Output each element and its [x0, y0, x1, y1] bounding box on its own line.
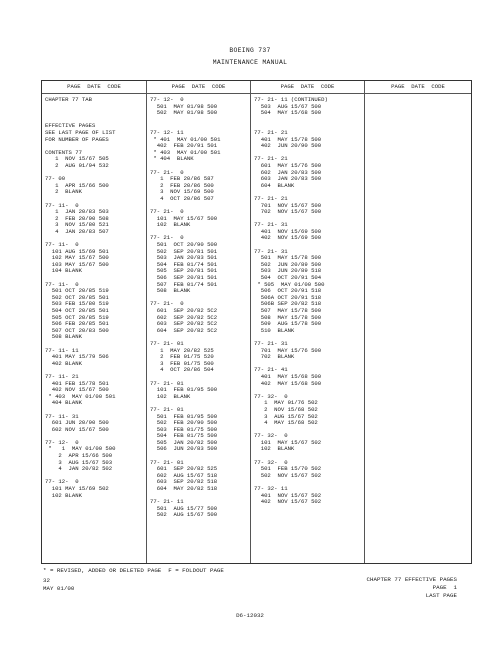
entry-line: 602 SEP 20/82 5C2 [150, 314, 218, 321]
entry-line: 77- 21- 21 [254, 156, 288, 163]
entry-line: 104 BLANK [45, 268, 82, 275]
entry-line: 506A OCT 20/91 518 [254, 294, 322, 301]
spacer-line [254, 189, 364, 196]
spacer-line [254, 361, 364, 368]
entry-line: 4 JAN 20/82 502 [45, 466, 113, 473]
entry-line: 77- 21- 41 [254, 367, 288, 374]
entry-line: 502 JUN 20/89 500 [254, 261, 322, 268]
spacer-line [45, 341, 146, 348]
entry-line: 4 JAN 20/83 507 [45, 228, 109, 235]
spacer-line [45, 473, 146, 480]
entry-line: 2 FEB 20/86 500 [150, 182, 214, 189]
entry-line: CHAPTER 77 TAB [45, 97, 92, 103]
entry-line: 102 BLANK [150, 222, 191, 229]
entry-line: 701 NOV 15/67 500 [254, 202, 322, 209]
entry-line: 504 MAY 15/68 500 [254, 110, 322, 117]
entry-line: 1 MAY 20/82 525 [150, 347, 214, 354]
entry-line: 3 NOV 15/80 521 [45, 222, 109, 229]
entry-line: 77- 11- 0 [45, 202, 79, 209]
entry-line: 77- 00 [45, 176, 66, 183]
entry-line: 501 OCT 20/90 500 [150, 242, 218, 249]
entry-line: 77- 12- 0 [45, 479, 79, 486]
entry-line: 2 APR 15/66 500 [45, 453, 113, 460]
entry-line: 1 JAN 20/83 503 [45, 209, 109, 216]
entry-line: 77- 21- 31 [254, 248, 288, 255]
entry-line: 77- 21- 01 [150, 340, 184, 347]
entry-line: 702 BLANK [254, 354, 295, 361]
column-entries [251, 94, 364, 506]
entry-line: * 403 MAY 01/00 501 [45, 393, 116, 400]
entry-line: 601 JUN 20/90 500 [45, 420, 109, 427]
entry-line: 2 AUG 01/94 532 [45, 162, 109, 169]
entry-line: * 1 MAY 01/00 500 [45, 446, 116, 453]
entry-line: 77- 21- 31 [254, 222, 288, 229]
table-column-2 [146, 81, 250, 563]
entry-line: 507 MAY 15/78 500 [254, 308, 322, 314]
entry-line: 401 FEB 15/78 501 [45, 380, 109, 387]
revision-date: MAY 01/00 [43, 585, 75, 592]
entry-line: 401 NOV 15/69 500 [254, 228, 322, 235]
entry-line: 502 MAY 01/98 500 [150, 110, 218, 117]
entry-line: 77- 21- 01 [150, 459, 184, 466]
entry-line: 77- 11- 0 [45, 242, 79, 249]
entry-line: 77- 32- 0 [254, 393, 288, 400]
spacer-line [254, 150, 364, 157]
entry-line: 102 BLANK [45, 492, 82, 499]
entry-line: 401 MAY 15/68 500 [254, 373, 322, 380]
entry-line: 77- 12- 0 [150, 97, 184, 103]
spacer-line [45, 275, 146, 282]
entry-line: 77- 21- 0 [150, 169, 184, 176]
spacer-line [45, 143, 146, 150]
entry-line: 601 SEP 20/82 5C2 [150, 308, 218, 314]
spacer-line [150, 229, 250, 236]
spacer-line [45, 196, 146, 203]
entry-line: 77- 21- 0 [150, 301, 184, 308]
entry-line: 702 NOV 15/67 500 [254, 209, 322, 216]
spacer-line [150, 203, 250, 210]
entry-line: 507 FEB 01/74 501 [150, 281, 218, 288]
entry-line: 505 SEP 20/81 501 [150, 268, 218, 275]
entry-line: 501 MAY 15/78 500 [254, 255, 322, 262]
entry-line: 77- 11- 11 [45, 347, 79, 354]
spacer-line [45, 117, 146, 124]
entry-line: 501 OCT 20/85 519 [45, 288, 109, 295]
entry-line: 77- 11- 31 [45, 413, 79, 420]
entry-line: 101 AUG 15/69 501 [45, 248, 109, 255]
column-header: PAGE DATE CODE [251, 81, 364, 94]
entry-line: 101 MAY 15/67 502 [254, 439, 322, 446]
entry-line: 501 AUG 15/77 500 [150, 505, 218, 512]
entry-line: 502 SEP 20/81 501 [150, 248, 218, 255]
spacer-line [45, 407, 146, 414]
entry-line: 503 JUN 20/89 518 [254, 268, 322, 275]
entry-line: 401 MAY 15/79 506 [45, 354, 109, 361]
entry-line: 503 AUG 15/67 500 [254, 103, 322, 110]
revision-legend: * = REVISED, ADDED OR DELETED PAGE F = FOLDOUT PAGE [43, 567, 224, 574]
entry-line: 501 FEB 15/70 502 [254, 466, 322, 473]
entry-line: 103 MAY 15/67 500 [45, 261, 109, 268]
entry-line: 401 MAY 15/78 500 [254, 136, 322, 143]
spacer-line [254, 216, 364, 223]
spacer-line [45, 170, 146, 177]
entry-line: 604 MAY 20/82 518 [150, 486, 218, 493]
entry-line: 503 FEB 01/75 500 [150, 426, 218, 433]
entry-line: 102 MAY 15/67 500 [45, 255, 109, 262]
entry-line: 77- 11- 0 [45, 281, 79, 288]
column-entries [147, 94, 250, 519]
entry-line: 701 MAY 15/76 500 [254, 347, 322, 354]
entry-line: 77- 12- 0 [45, 439, 79, 446]
entry-line: 501 MAY 01/98 500 [150, 103, 218, 110]
entry-line: 508 BLANK [45, 334, 82, 341]
entry-line: 507 OCT 20/83 500 [45, 327, 109, 334]
entry-line: 509 AUG 15/78 500 [254, 321, 322, 328]
entry-line: 77- 21- 01 [150, 380, 184, 387]
entry-line: 602 AUG 15/67 518 [150, 472, 218, 479]
entry-line: FOR NUMBER OF PAGES [45, 136, 109, 143]
entry-line: 3 AUG 15/67 502 [254, 413, 318, 420]
entry-line: 402 BLANK [45, 360, 82, 367]
entry-line: 402 MAY 15/68 500 [254, 380, 322, 387]
entry-line: 602 NOV 15/67 500 [45, 426, 109, 433]
entry-line: * 505 MAY 01/00 500 [254, 281, 325, 288]
document-number: D6-12032 [236, 612, 264, 619]
entry-line: * 401 MAY 01/00 501 [150, 136, 221, 143]
entry-line: 601 MAY 15/76 500 [254, 162, 322, 169]
entry-line: 1 NOV 15/67 505 [45, 156, 109, 163]
entry-line: 4 OCT 20/86 504 [150, 367, 214, 374]
document-title: BOEING 737 [229, 47, 271, 54]
spacer-line [254, 387, 364, 394]
spacer-line [150, 453, 250, 460]
page-label: PAGE 1 [432, 584, 457, 591]
entry-line: 1 FEB 20/86 587 [150, 176, 214, 183]
entry-line: 402 JUN 20/90 500 [254, 143, 322, 150]
entry-line: 506 FEB 20/85 501 [45, 321, 109, 328]
entry-line: 506B SEP 20/82 518 [254, 301, 322, 308]
table-column-1 [42, 81, 146, 563]
entry-line: 3 NOV 15/69 500 [150, 189, 214, 196]
document-subtitle: MAINTENANCE MANUAL [212, 59, 288, 66]
entry-line: 3 AUG 15/67 503 [45, 459, 113, 466]
entry-line: 401 NOV 15/67 502 [254, 492, 322, 499]
spacer-line [45, 433, 146, 440]
entry-line: 505 OCT 20/85 519 [45, 314, 109, 321]
entry-line: 602 JAN 20/83 500 [254, 169, 322, 176]
entry-line: * 403 MAY 01/00 501 [150, 149, 221, 156]
spacer-line [150, 334, 250, 341]
entry-line: 508 MAY 15/78 500 [254, 314, 322, 321]
entry-line: 402 NOV 15/67 500 [45, 387, 109, 394]
entry-line: 77- 32- 0 [254, 459, 288, 466]
column-header: PAGE DATE CODE [365, 81, 471, 94]
entry-line: 77- 21- 31 [254, 340, 288, 347]
entry-line: 3 FEB 01/75 500 [150, 360, 214, 367]
entry-line: 102 BLANK [254, 446, 295, 453]
entry-line: 603 SEP 20/82 5C2 [150, 321, 218, 328]
entry-line: 4 OCT 20/86 507 [150, 195, 214, 202]
spacer-line [254, 427, 364, 434]
entry-line: 77- 21- 11 (CONTINUED) [254, 97, 328, 103]
entry-line: 77- 12- 11 [150, 129, 184, 136]
entry-line: 102 BLANK [150, 393, 191, 400]
spacer-line [150, 400, 250, 407]
spacer-line [254, 334, 364, 341]
entry-line: 2 FEB 01/75 520 [150, 354, 214, 361]
entry-line: 77- 21- 0 [150, 209, 184, 216]
entry-line: 503 JAN 20/83 501 [150, 255, 218, 262]
spacer-line [45, 367, 146, 374]
entry-line: 77- 32- 0 [254, 433, 288, 440]
entry-line: 504 FEB 01/74 501 [150, 261, 218, 268]
chapter-label: CHAPTER 77 EFFECTIVE PAGES [366, 576, 457, 583]
entry-line: EFFECTIVE PAGES [45, 123, 96, 130]
table-column-3 [250, 81, 364, 563]
entry-line: 502 FEB 20/90 500 [150, 420, 218, 427]
entry-line: 502 OCT 20/85 501 [45, 294, 109, 301]
column-header: PAGE DATE CODE [147, 81, 250, 94]
entry-line: 77- 21- 0 [150, 235, 184, 242]
entry-line: 504 OCT 20/85 501 [45, 308, 109, 314]
entry-line: 4 MAY 15/68 502 [254, 420, 318, 427]
entry-line: 504 FEB 01/75 500 [150, 433, 218, 440]
entry-line: 77- 21- 11 [150, 499, 184, 506]
entry-line: 77- 21- 01 [150, 406, 184, 413]
spacer-line [45, 104, 146, 111]
entry-line: 77- 32- 11 [254, 486, 288, 493]
entry-line: 2 NOV 15/68 502 [254, 406, 318, 413]
entry-line: 510 BLANK [254, 327, 295, 334]
page-number: 32 [43, 577, 50, 584]
spacer-line [254, 117, 364, 124]
spacer-line [254, 453, 364, 460]
entry-line: 604 BLANK [254, 182, 295, 189]
entry-line: 77- 21- 21 [254, 195, 288, 202]
entry-line: 1 MAY 01/76 502 [254, 400, 318, 407]
spacer-line [150, 117, 250, 124]
entry-line: CONTENTS 77 [45, 149, 82, 156]
spacer-line [45, 235, 146, 242]
entry-line: 77- 21- 21 [254, 129, 288, 136]
entry-line: 502 AUG 15/67 500 [150, 512, 218, 519]
entry-line: 604 SEP 20/82 5C2 [150, 327, 218, 334]
entry-line: 101 MAY 15/69 502 [45, 486, 109, 493]
spacer-line [254, 242, 364, 249]
spacer-line [150, 123, 250, 130]
spacer-line [254, 123, 364, 130]
spacer-line [254, 479, 364, 486]
entry-line: 603 JAN 20/83 500 [254, 176, 322, 183]
entry-line: 505 JAN 20/82 500 [150, 439, 218, 446]
entry-line: SEE LAST PAGE OF LIST [45, 129, 116, 136]
table-column-4 [364, 81, 471, 563]
spacer-line [45, 110, 146, 117]
entry-line: 2 FEB 20/90 508 [45, 215, 109, 222]
entry-line: 402 NOV 15/67 502 [254, 499, 322, 506]
last-page-label: LAST PAGE [425, 592, 457, 599]
entry-line: * 404 BLANK [150, 156, 194, 163]
entry-line: 601 SEP 20/82 525 [150, 466, 218, 473]
entry-line: 402 NOV 15/69 500 [254, 235, 322, 242]
column-entries [42, 94, 146, 499]
entry-line: 1 APR 15/66 500 [45, 182, 109, 189]
entry-line: 2 BLANK [45, 189, 82, 196]
entry-line: 506 JUN 20/83 500 [150, 446, 218, 453]
spacer-line [150, 493, 250, 500]
entry-line: 506 OCT 20/91 518 [254, 288, 322, 295]
entry-line: 603 SEP 20/82 518 [150, 479, 218, 486]
effective-pages-table [41, 80, 472, 564]
spacer-line [150, 295, 250, 302]
entry-line: 101 MAY 15/67 500 [150, 215, 218, 222]
column-header: PAGE DATE CODE [42, 81, 146, 94]
spacer-line [150, 163, 250, 170]
entry-line: 504 OCT 20/91 504 [254, 275, 322, 282]
entry-line: 502 NOV 15/67 502 [254, 472, 322, 479]
entry-line: 77- 11- 21 [45, 373, 79, 380]
entry-line: 503 FEB 15/80 519 [45, 301, 109, 308]
entry-line: 402 FEB 20/91 501 [150, 143, 218, 150]
entry-line: 508 BLANK [150, 288, 191, 295]
entry-line: 506 SEP 20/81 501 [150, 275, 218, 282]
entry-line: 101 FEB 01/95 500 [150, 387, 218, 394]
column-entries [365, 94, 471, 97]
entry-line: 501 FEB 01/95 500 [150, 413, 218, 420]
spacer-line [150, 374, 250, 381]
entry-line: 404 BLANK [45, 400, 82, 407]
